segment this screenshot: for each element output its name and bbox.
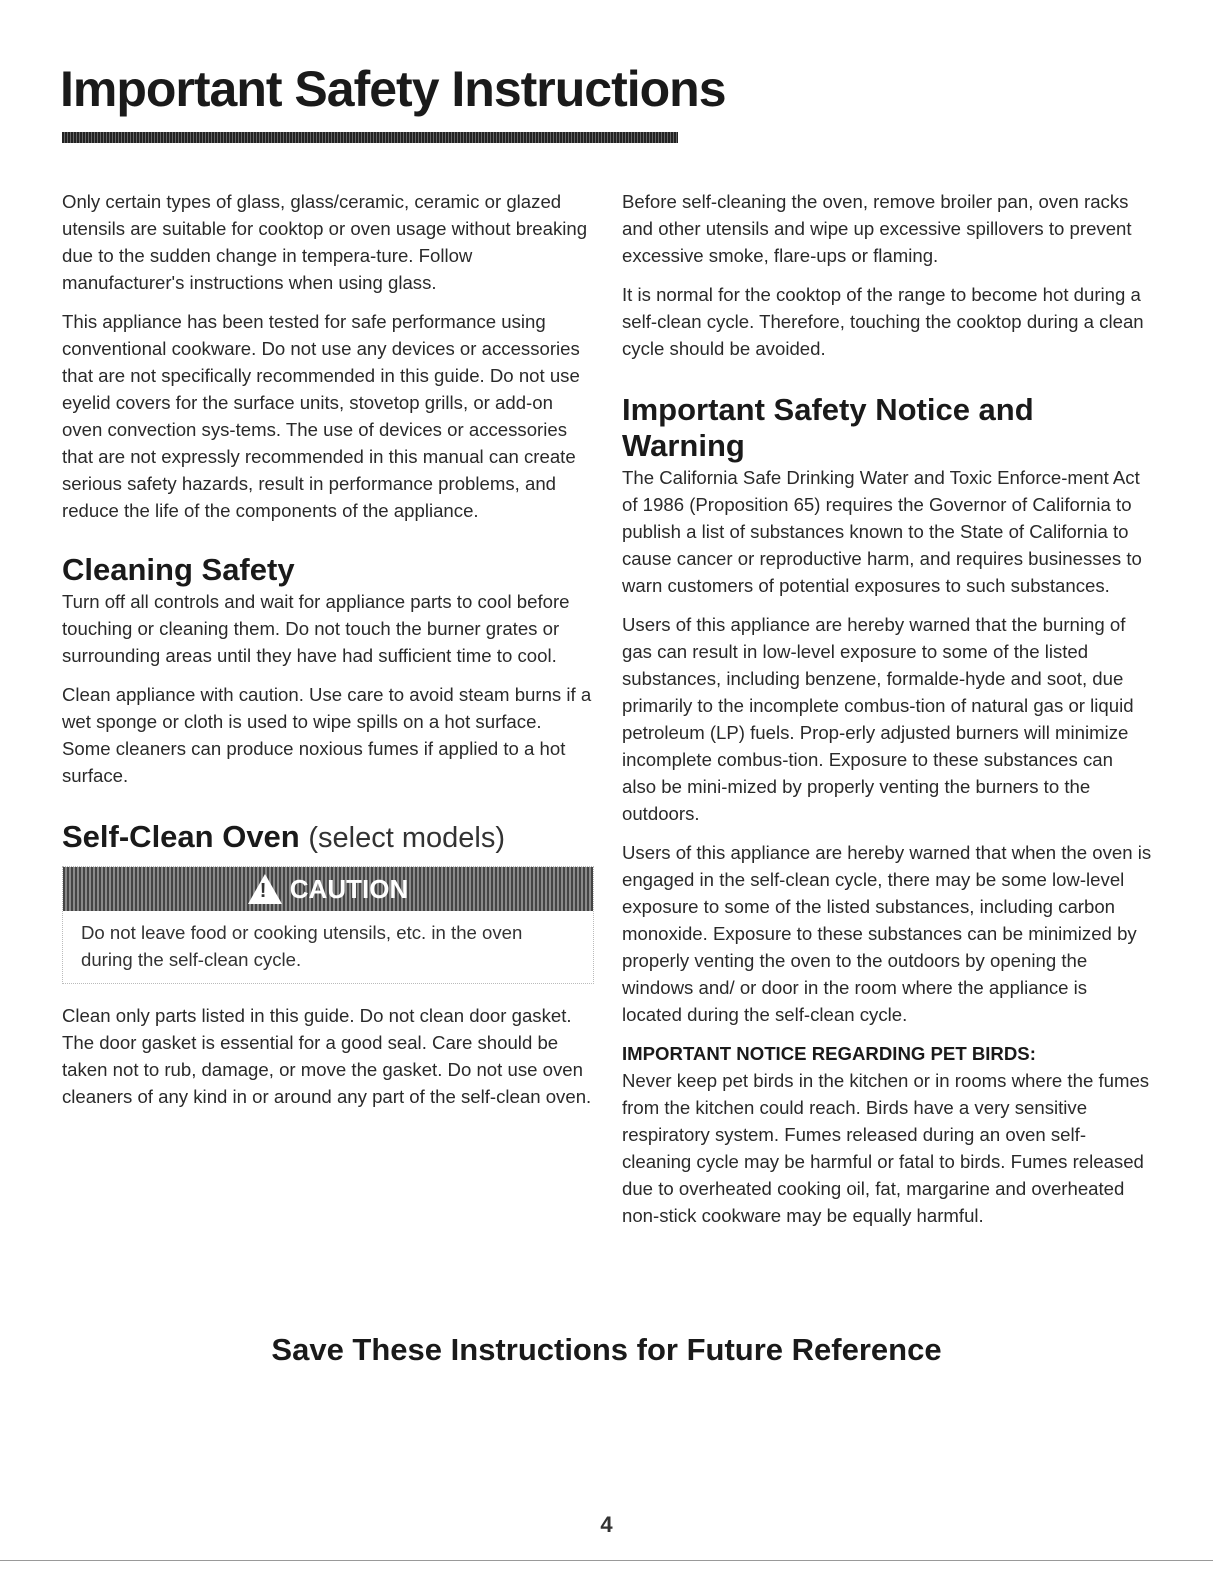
safety-notice-heading: Important Safety Notice and Warning [622,392,1034,463]
self-clean-heading [62,819,592,856]
self-clean-paragraph: Clean only parts listed in this guide. Do not clean door gasket. The door gasket is essential for a good seal. Care should be taken not to rub, damage, or move the gasket. Do not use oven cleaners of any kind in or around any part of the self-clean oven. [62,1005,592,1107]
notice-paragraph-3: Users of this appliance are hereby warned that when the oven is engaged in the self-clean cycle, there may be some low-level exposure to some of the listed substances, including carbon monoxide. Exposure to these substances can be minimized by properly venting the oven to the outdoors by opening the windows and/ or door in the room where the appliance is located during the self-clean cycle. [622,842,1152,1025]
page-number: 4 [600,1512,613,1537]
notice-paragraph-1: The California Safe Drinking Water and Toxic Enforce-ment Act of 1986 (Proposition 65) requires the Governor of California to publish a list of substances known to the State of California to cause cancer or reproductive harm, and requires businesses to warn customers of potential exposures to such substances. [622,467,1142,596]
self-clean-heading-note: (select models) [308,822,505,854]
left-column [62,188,592,1122]
title-underline [62,132,678,143]
page-title: Important Safety Instructions [60,61,726,117]
caution-label: CAUTION [289,873,409,904]
cleaning-safety-heading: Cleaning Safety [62,552,295,587]
caution-text: Do not leave food or cooking utensils, etc. in the oven during the self-clean cycle. [81,922,523,970]
right-column [622,188,1152,1241]
right-paragraph-2: It is normal for the cooktop of the range to become hot during a self-clean cycle. Therefore, touching the cooktop during a clean cycle should be avoided. [622,284,1144,359]
notice-paragraph-2: Users of this appliance are hereby warned that the burning of gas can result in low-level exposure to some of the listed substances, including benzene, formalde-hyde and soot, due primarily to the incomplete combus-tion of natural gas or liquid petroleum (LP) fuels. Prop-erly adjusted burners will minimize incomplete combus-tion. Exposure to these substances can also be mini-mized by properly venting the burners to the outdoors. [622,614,1134,824]
bottom-rule [0,1560,1213,1561]
warning-triangle-icon: ! [248,874,282,904]
footer-heading: Save These Instructions for Future Reference [271,1332,942,1367]
caution-box [62,866,594,984]
pet-birds-label-line [622,1040,1152,1067]
intro-paragraph-2: This appliance has been tested for safe performance using conventional cookware. Do not use any devices or accessories that are not specifically recommended in this guide. Do not use eyelid covers for the surface units, stovetop grills, or add-on oven convection sys-tems. The use of devices or accessories that are not expressly recommended in this manual can create serious safety hazards, result in performance problems, and reduce the life of the components of the appliance. [62,311,580,521]
cleaning-safety-paragraph-1: Turn off all controls and wait for appliance parts to cool before touching or cleaning them. Do not touch the burner grates or surrounding areas until they have had sufficient time to cool. [62,591,570,666]
self-clean-heading-title: Self-Clean Oven [62,819,300,854]
pet-birds-label: IMPORTANT NOTICE REGARDING PET BIRDS: [622,1043,1036,1064]
caution-banner [63,867,593,911]
intro-paragraph-1: Only certain types of glass, glass/ceramic, ceramic or glazed utensils are suitable for cooktop or oven usage without breaking due to the sudden change in tempera-ture. Follow manufacturer's instructions when using glass. [62,191,588,293]
cleaning-safety-paragraph-2: Clean appliance with caution. Use care to avoid steam burns if a wet sponge or cloth is used to wipe spills on a hot surface. Some cleaners can produce noxious fumes if applied to a hot surface. [62,684,592,786]
pet-birds-paragraph: Never keep pet birds in the kitchen or in rooms where the fumes from the kitchen could reach. Birds have a very sensitive respiratory system. Fumes released during an oven self-cleaning cycle may be harmful or fatal to birds. Fumes released due to overheated cooking oil, fat, margarine and overheated non-stick cookware may be equally harmful. [622,1070,1150,1226]
right-paragraph-1: Before self-cleaning the oven, remove broiler pan, oven racks and other utensils and wipe up excessive spillovers to prevent excessive smoke, flare-ups or flaming. [622,191,1132,266]
